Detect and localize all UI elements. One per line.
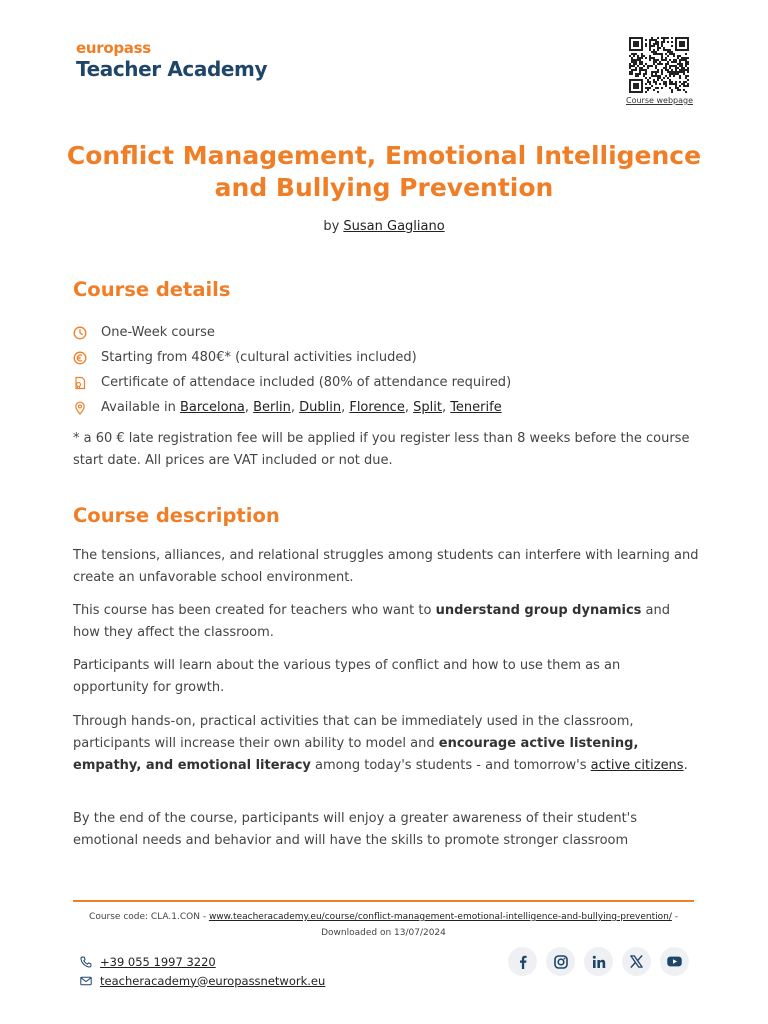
qr-code[interactable] [629,37,689,93]
byline [0,219,768,234]
description-paragraph-5: By the end of the course, participants will enjoy a greater awareness of their student's emotional needs and behavior and will have the skills to promote stronger classroom [73,811,638,848]
email-row [80,971,325,990]
active-citizens-link[interactable]: active citizens [590,758,684,773]
linkedin-icon[interactable] [584,947,613,976]
comma-separator: , [404,400,414,415]
qr-code-block[interactable] [626,37,692,105]
description-paragraph-1: The tensions, alliances, and relational struggles among students can interfere with learning and create an unfavorable school environment. [73,548,699,585]
logo-europass-text: europass [76,39,151,57]
city-link-tenerife[interactable]: Tenerife [450,400,502,415]
p4-text-d: . [683,758,688,773]
detail-locations [73,395,693,420]
course-details-list [73,320,693,420]
detail-price [73,345,693,370]
price-note: * a 60 € late registration fee will be applied if you register less than 8 weeks before the course start date. All prices are VAT included or not due. [73,431,690,468]
detail-duration [73,320,693,345]
facebook-icon[interactable] [508,947,537,976]
phone-icon [80,956,100,968]
clock-icon [73,326,101,340]
p2-text-c: and how they affect the classroom. [73,603,671,640]
map-pin-icon [73,401,101,415]
detail-duration-text: One-Week course [101,325,215,340]
comma-separator: , [290,400,300,415]
youtube-icon[interactable] [660,947,689,976]
envelope-icon [80,975,100,987]
p4-bold: encourage active listening, empathy, and emotional literacy [73,736,639,773]
certificate-icon [73,376,101,390]
city-link-berlin[interactable]: Berlin [253,400,291,415]
instagram-icon[interactable] [546,947,575,976]
detail-price-text: Starting from 480€* (cultural activities included) [101,350,417,365]
footer-divider [73,900,694,902]
phone-link[interactable]: +39 055 1997 3220 [100,954,216,969]
phone-row [80,952,325,971]
description-paragraph-3: Participants will learn about the various types of conflict and how to use them as an opportunity for growth. [73,658,621,695]
comma-separator: , [441,400,451,415]
detail-certificate [73,370,693,395]
course-url-link[interactable]: www.teacheracademy.eu/course/conflict-management-emotional-intelligence-and-bullying-prevention/ [208,912,672,922]
detail-locations-text [101,400,502,415]
city-link-barcelona[interactable]: Barcelona [179,400,245,415]
city-link-split[interactable]: Split [413,400,442,415]
download-date: - Downloaded on 13/07/2024 [321,912,678,938]
course-description-heading: Course description [73,504,280,527]
city-link-dublin[interactable]: Dublin [299,400,342,415]
p2-bold: understand group dynamics [435,603,642,618]
euro-icon [73,351,101,365]
description-paragraph-2 [73,600,699,644]
europass-logo[interactable] [76,40,267,81]
course-title: Conflict Management, Emotional Intelligence and Bullying Prevention [66,141,702,202]
p2-text-a: This course has been created for teachers who want to [73,603,436,618]
comma-separator: , [244,400,254,415]
course-code: Course code: CLA.1.CON - [89,912,209,922]
city-link-florence[interactable]: Florence [349,400,405,415]
description-paragraph-4 [73,711,699,777]
comma-separator: , [341,400,350,415]
p4-text-a: Through hands-on, practical activities that can be immediately used in the classroom, participants will increase their own ability to model and [73,714,634,751]
footer-course-info [73,909,694,941]
email-link[interactable]: teacheracademy@europassnetwork.eu [100,973,326,988]
author-link[interactable]: Susan Gagliano [343,219,445,234]
contact-info [80,952,325,990]
course-webpage-link[interactable]: Course webpage [626,96,693,105]
p4-text-c: among today's students - and tomorrow's [310,758,591,773]
available-prefix: Available in [101,400,180,415]
social-links [508,947,689,976]
logo-teacher-academy-text: Teacher Academy [76,57,268,81]
course-details-heading: Course details [73,278,231,301]
x-icon[interactable] [622,947,651,976]
byline-prefix: by [323,219,344,234]
detail-certificate-text: Certificate of attendace included (80% of attendance required) [101,375,512,390]
